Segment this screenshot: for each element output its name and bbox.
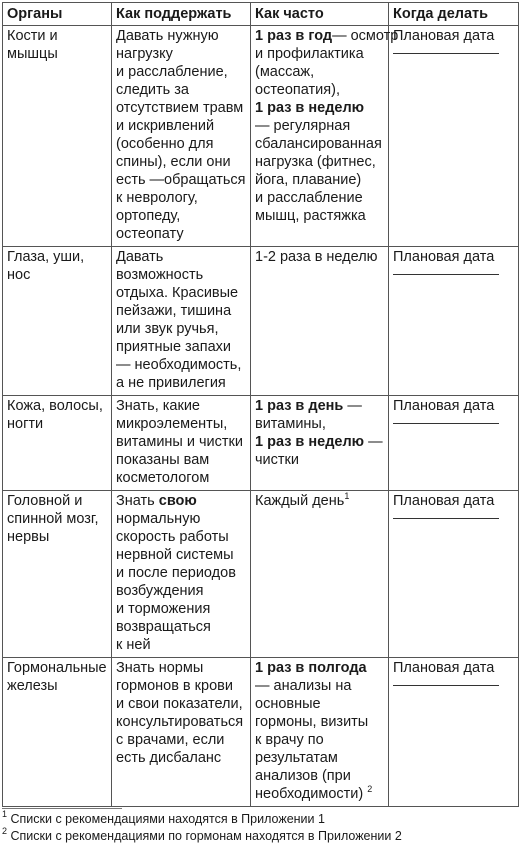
organ-line: железы xyxy=(7,678,58,694)
support-line: Знать нормы xyxy=(116,660,204,676)
support-line xyxy=(116,492,246,510)
frequency-cell xyxy=(251,491,389,658)
support-line: и искривлений xyxy=(116,118,215,134)
support-line: к неврологу, xyxy=(116,190,198,206)
footnote-mark: 1 xyxy=(2,809,8,819)
planned-date-blank xyxy=(393,677,499,686)
frequency-cell xyxy=(251,396,389,491)
support-line: и торможения xyxy=(116,601,211,617)
frequency-line xyxy=(255,99,384,117)
planned-date-blank xyxy=(393,266,499,275)
support-line: возвращаться xyxy=(116,619,211,635)
planned-date-label: Плановая дата xyxy=(393,493,495,509)
frequency-line: гормоны, визиты xyxy=(255,714,369,730)
support-line: микроэлементы, xyxy=(116,416,228,432)
frequency-line: анализов (при xyxy=(255,768,351,784)
header-when: Когда делать xyxy=(389,3,519,26)
table-row xyxy=(3,396,519,491)
frequency-line: результатам xyxy=(255,750,338,766)
frequency-line: — регулярная xyxy=(255,118,351,134)
support-line: отдыха. Красивые xyxy=(116,285,239,301)
organ-line: мышцы xyxy=(7,46,58,62)
support-cell xyxy=(112,26,251,247)
frequency-line xyxy=(255,492,384,510)
planned-date-label: Плановая дата xyxy=(393,28,495,44)
planned-date-cell xyxy=(389,491,519,658)
footnote-separator xyxy=(2,808,122,809)
support-text: Знать xyxy=(116,493,159,509)
footnote-2 xyxy=(2,826,402,844)
support-line: ортопеду, xyxy=(116,208,181,224)
frequency-cell xyxy=(251,26,399,247)
frequency-text: необходимости) xyxy=(255,786,368,802)
organ-line: спинной мозг, xyxy=(7,511,99,527)
frequency-cell xyxy=(251,247,389,396)
planned-date-label: Плановая дата xyxy=(393,249,495,265)
support-line: нервной системы xyxy=(116,547,234,563)
organ-line: Кости и xyxy=(7,28,58,44)
support-line: Знать, какие xyxy=(116,398,200,414)
support-cell xyxy=(112,396,251,491)
support-line: и свои показатели, xyxy=(116,696,243,712)
frequency-line: и расслабление xyxy=(255,190,363,206)
support-line: отсутствием травм xyxy=(116,100,244,116)
footnote-ref: 2 xyxy=(367,784,373,794)
support-cell xyxy=(112,658,251,807)
frequency-bold: 1 раз в неделю xyxy=(255,100,365,116)
header-organs: Органы xyxy=(3,3,112,26)
footnote-1 xyxy=(2,809,325,827)
frequency-line xyxy=(255,397,384,415)
frequency-line: к врачу по xyxy=(255,732,324,748)
frequency-line: витамины, xyxy=(255,416,326,432)
support-line: приятные запахи xyxy=(116,339,232,355)
table-row xyxy=(3,658,519,807)
support-line: показаны вам xyxy=(116,452,210,468)
planned-date-label: Плановая дата xyxy=(393,398,495,414)
organ-cell xyxy=(3,26,112,247)
header-how-to-support: Как поддержать xyxy=(112,3,251,26)
header-how-often: Как часто xyxy=(251,3,389,26)
footnote-text: Списки с рекомендациями по гормонам находятся в Приложении 2 xyxy=(7,829,402,843)
support-bold: свою xyxy=(158,493,197,509)
footnote-text: Списки с рекомендациями находятся в Приложении 1 xyxy=(7,812,325,826)
frequency-bold: 1 раз в год xyxy=(255,28,333,44)
support-line: консультироваться xyxy=(116,714,244,730)
frequency-text: — xyxy=(343,398,362,414)
support-line: есть —обращаться xyxy=(116,172,246,188)
footnote-mark: 2 xyxy=(2,826,8,836)
support-line: к ней xyxy=(116,637,151,653)
frequency-line: сбалансированная xyxy=(255,136,382,152)
support-line: нормальную xyxy=(116,511,201,527)
organ-cell xyxy=(3,396,112,491)
frequency-line: — анализы на xyxy=(255,678,352,694)
organ-line: Головной и xyxy=(7,493,83,509)
footnote-ref: 1 xyxy=(344,491,350,501)
support-line: пейзажи, тишина xyxy=(116,303,232,319)
organ-line: Кожа, волосы, xyxy=(7,398,103,414)
support-line: или звук ручья, xyxy=(116,321,219,337)
frequency-line xyxy=(255,433,384,451)
table-row xyxy=(3,491,519,658)
frequency-cell xyxy=(251,658,389,807)
frequency-bold: 1 раз в неделю xyxy=(255,434,365,450)
support-cell xyxy=(112,491,251,658)
support-line: и после периодов xyxy=(116,565,236,581)
planned-date-blank xyxy=(393,415,499,424)
organ-cell xyxy=(3,658,112,807)
care-schedule-table xyxy=(2,2,519,807)
frequency-line: и профилактика xyxy=(255,46,364,62)
frequency-line xyxy=(255,659,384,677)
planned-date-cell xyxy=(389,247,519,396)
frequency-bold: 1 раз в полгода xyxy=(255,660,367,676)
frequency-bold: 1 раз в день xyxy=(255,398,344,414)
support-line: есть дисбаланс xyxy=(116,750,222,766)
support-line: скорость работы xyxy=(116,529,229,545)
frequency-line: мышц, растяжка xyxy=(255,208,366,224)
organ-line: Глаза, уши, xyxy=(7,249,85,265)
support-line: косметологом xyxy=(116,470,210,486)
planned-date-blank xyxy=(393,45,499,54)
frequency-line: 1-2 раза в неделю xyxy=(255,249,378,265)
table-row xyxy=(3,247,519,396)
support-line: спины), если они xyxy=(116,154,231,170)
organ-line: нервы xyxy=(7,529,50,545)
planned-date-cell xyxy=(389,26,519,247)
support-line: (особенно для xyxy=(116,136,214,152)
organ-cell xyxy=(3,247,112,396)
organ-line: Гормональные xyxy=(7,660,107,676)
planned-date-label: Плановая дата xyxy=(393,660,495,676)
frequency-line: (массаж, xyxy=(255,64,315,80)
frequency-text: — осмотр xyxy=(332,28,399,44)
frequency-line: основные xyxy=(255,696,321,712)
organ-line: ногти xyxy=(7,416,44,432)
table-row xyxy=(3,26,519,247)
support-line: возбуждения xyxy=(116,583,204,599)
frequency-text: — xyxy=(364,434,383,450)
organ-line: нос xyxy=(7,267,31,283)
organ-cell xyxy=(3,491,112,658)
support-line: с врачами, если xyxy=(116,732,225,748)
support-line: Давать xyxy=(116,249,164,265)
frequency-line xyxy=(255,27,399,45)
frequency-text: Каждый день xyxy=(255,493,345,509)
frequency-line xyxy=(255,785,384,803)
support-line: и расслабление, xyxy=(116,64,228,80)
frequency-line: остеопатия), xyxy=(255,82,340,98)
support-cell xyxy=(112,247,251,396)
support-line: нагрузку xyxy=(116,46,173,62)
planned-date-cell xyxy=(389,396,519,491)
support-line: витамины и чистки xyxy=(116,434,243,450)
support-line: следить за xyxy=(116,82,189,98)
frequency-line: нагрузка (фитнес, xyxy=(255,154,376,170)
support-line: гормонов в крови xyxy=(116,678,233,694)
frequency-line: чистки xyxy=(255,452,299,468)
planned-date-blank xyxy=(393,510,499,519)
support-line: возможность xyxy=(116,267,204,283)
planned-date-cell xyxy=(389,658,519,807)
support-line: — необходимость, xyxy=(116,357,242,373)
support-line: а не привилегия xyxy=(116,375,226,391)
table-header-row xyxy=(3,3,519,26)
frequency-line: йога, плавание) xyxy=(255,172,362,188)
support-line: остеопату xyxy=(116,226,184,242)
support-line: Давать нужную xyxy=(116,28,219,44)
